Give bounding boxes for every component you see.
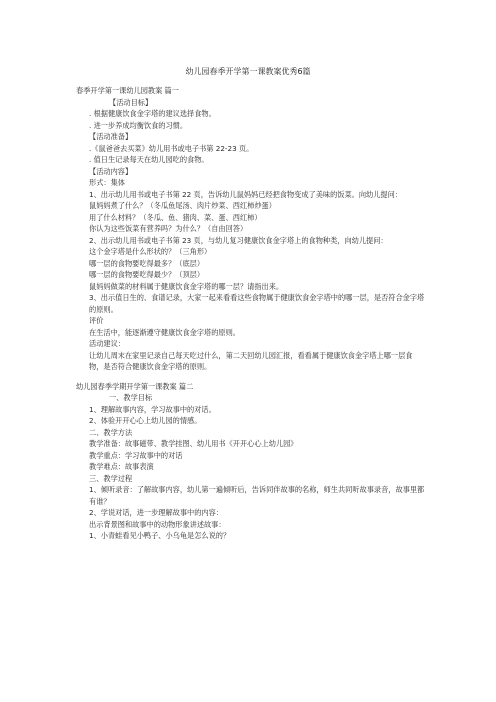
paragraph-line: 【活动目标】 [109,97,153,107]
paragraph-line: .《鼠爸爸去买菜》幼儿用书或电子书第 22-23 页。 [89,143,254,153]
section-heading: 春季开学第一课幼儿园教案 篇一 [76,86,179,95]
document-body [76,85,426,542]
paragraph-line: 二、教学方法 [89,427,133,437]
section-heading: 幼儿园春季学期开学第一课教案 篇二 [76,381,194,391]
paragraph-line: 1、小青蛙看见小鸭子、小乌龟是怎么说的？ [89,531,231,540]
section-gap [76,373,426,381]
document-title: 幼儿园春季开学第一课教案优秀6篇 [185,67,311,76]
paragraph-line: 【活动准备】 [89,132,133,141]
paragraph-line: 教学难点：故事表演 [89,462,154,471]
paragraph-line: . 值日生记录每天在幼儿园吃的食物。 [89,155,209,164]
paragraph-line: 活动建议： [89,339,125,348]
paragraph-line: 2、出示幼儿用书或电子书第 23 页，与幼儿复习健康饮食金字塔上的食物种类，向幼儿提问： [89,235,388,245]
paragraph-line: 鼠妈妈做菜的材料属于健康饮食金字塔的哪一层？请指出来。 [89,281,284,291]
paragraph-line: 1、倾听录音：了解故事内容，幼儿第一遍倾听后，告诉同伴故事的名称，师生共同听故事录音，故事里都有谁？ [89,485,425,506]
paragraph-line: 三、教学过程 [89,473,133,483]
paragraph-line: 一、教学目标 [109,393,153,402]
paragraph-line: 1、出示幼儿用书或电子书第 22 页，告诉幼儿鼠妈妈已经把食物变成了美味的饭菜。向幼儿提问： [89,189,402,199]
paragraph-line: 教学重点：学习故事中的对话 [89,450,183,460]
paragraph-line: 3、出示值日生的、食谱记录，大家一起来看看这些食物属于健康饮食金字塔中的哪一层，是否符合金字塔的原则。 [89,293,425,314]
paragraph-line: 2、学说对话，进一步理解故事中的内容： [89,508,223,517]
paragraph-line: 教学准备：故事磁带、教学挂图、幼儿用书《开开心心上幼儿园》 [89,439,298,448]
paragraph-line: 鼠妈妈煮了什么？（冬瓜鱼尾汤、肉片炒菜、西红柿炒蛋） [89,201,276,210]
paragraph-line: 让幼儿周末在家里记录自己每天吃过什么，第二天回幼儿园汇报，看看属于健康饮食金字塔上哪一层食物，是否符合健康饮食金字塔的原则。 [89,350,413,371]
paragraph-line: 哪一层的食物要吃得最多？（底层） [89,258,205,268]
paragraph-line: 你认为这些饭菜有营养吗？为什么？（自由回答） [89,224,248,233]
paragraph-line: 2、体验开开心心上幼儿园的情感。 [89,416,202,425]
paragraph-line: . 根据健康饮食金字塔的建议选择食物。 [89,109,216,118]
paragraph-line: 哪一层的食物要吃得最少？（顶层） [89,270,205,279]
paragraph-line: 1、理解故事内容，学习故事中的对话。 [89,404,216,414]
paragraph-line: 出示背景图和故事中的动物形象讲述故事： [89,519,226,529]
paragraph-line: 形式：集体 [89,178,125,187]
paragraph-line: 用了什么材料？（冬瓜、鱼、猪肉、菜、蛋、西红柿） [89,212,262,222]
paragraph-line: 【活动内容】 [89,166,133,176]
paragraph-line: 在生活中，能逐渐遵守健康饮食金字塔的原则。 [89,327,240,337]
paragraph-line: 评价 [89,316,104,325]
paragraph-line: . 进一步养成均衡饮食的习惯。 [89,120,188,130]
paragraph-line: 这个金字塔是什么形状的？（三角形） [89,247,212,256]
